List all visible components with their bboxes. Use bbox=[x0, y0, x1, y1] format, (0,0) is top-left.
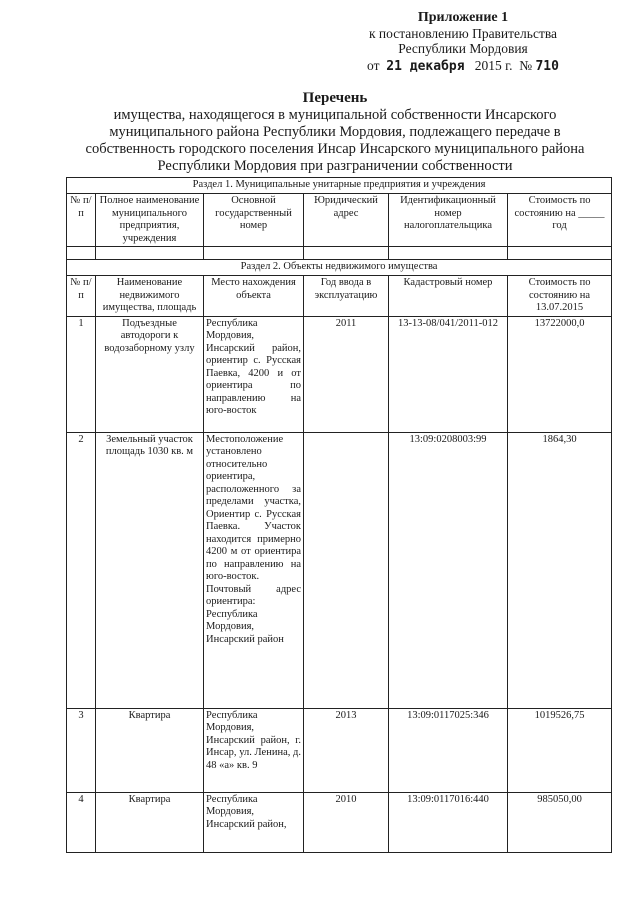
s2-col-number: № п/п bbox=[67, 276, 96, 317]
row-year: 2013 bbox=[304, 708, 389, 792]
heading-line2: муниципального района Республики Мордовия, подлежащего передаче в bbox=[109, 124, 561, 140]
section2-title: Раздел 2. Объекты недвижимого имущества bbox=[67, 260, 612, 276]
heading-line1: имущества, находящегося в муниципальной собственности Инсарского bbox=[113, 107, 557, 123]
row-cost: 1019526,75 bbox=[508, 708, 612, 792]
row-number: 4 bbox=[67, 792, 96, 852]
heading-line4: Республики Мордовия при разграничении собственности bbox=[157, 158, 513, 174]
appendix-line1: к постановлению Правительства bbox=[368, 25, 558, 41]
appendix-header bbox=[343, 10, 583, 74]
s1-col-cost: Стоимость по состоянию на _____ год bbox=[508, 194, 612, 247]
row-number: 1 bbox=[67, 316, 96, 432]
s1-col-name: Полное наименование муниципального предприятия, учреждения bbox=[96, 194, 204, 247]
s1-col-address: Юридический адрес bbox=[304, 194, 389, 247]
table-row bbox=[67, 316, 612, 432]
section1-title: Раздел 1. Муниципальные унитарные предприятия и учреждения bbox=[67, 178, 612, 194]
row-year bbox=[304, 432, 389, 708]
appendix-title: Приложение 1 bbox=[417, 10, 509, 25]
row-cost: 13722000,0 bbox=[508, 316, 612, 432]
date-year: 2015 г. bbox=[474, 57, 513, 73]
table-row bbox=[67, 708, 612, 792]
section2-title-row bbox=[67, 260, 612, 276]
document-title: Перечень bbox=[302, 90, 368, 106]
row-cost: 1864,30 bbox=[508, 432, 612, 708]
row-name: Квартира bbox=[96, 708, 204, 792]
date-value: 21 декабря bbox=[386, 58, 465, 74]
s1-col-number: № п/п bbox=[67, 194, 96, 247]
s2-col-cadastral: Кадастровый номер bbox=[389, 276, 508, 317]
s2-col-year: Год ввода в эксплуатацию bbox=[304, 276, 389, 317]
row-name: Земельный участок площадь 1030 кв. м bbox=[96, 432, 204, 708]
row-cadastral: 13:09:0117016:440 bbox=[389, 792, 508, 852]
row-number: 2 bbox=[67, 432, 96, 708]
property-table bbox=[66, 177, 612, 853]
row-name: Квартира bbox=[96, 792, 204, 852]
row-number: 3 bbox=[67, 708, 96, 792]
table-row bbox=[67, 432, 612, 708]
row-location: Республика Мордовия, Инсарский район, г. Инсар, ул. Ленина, д. 48 «а» кв. 9 bbox=[204, 708, 304, 792]
s2-col-location: Место нахождения объекта bbox=[204, 276, 304, 317]
s2-col-cost: Стоимость по состоянию на 13.07.2015 bbox=[508, 276, 612, 317]
document-heading bbox=[60, 90, 610, 175]
row-location: Республика Мордовия, Инсарский район, ориентир с. Русская Паевка, 4200 и от ориентира по направлению на юго-восток bbox=[204, 316, 304, 432]
row-year: 2011 bbox=[304, 316, 389, 432]
s1-col-inn: Идентификационный номер налогоплательщика bbox=[389, 194, 508, 247]
row-location: Местоположение установлено относительно ориентира, расположенного за пределами участка, Ориентир с. Русская Паевка. Участок находится примерно 4200 м от ориентира по направлению на юго-восток. Почтовый адрес ориентира: Республика Мордовия, Инсарский район bbox=[204, 432, 304, 708]
section1-title-row bbox=[67, 178, 612, 194]
s2-col-name: Наименование недвижимого имущества, площадь bbox=[96, 276, 204, 317]
number-value: 710 bbox=[535, 58, 559, 74]
row-cadastral: 13:09:0208003:99 bbox=[389, 432, 508, 708]
date-prefix: от bbox=[367, 57, 380, 73]
row-year: 2010 bbox=[304, 792, 389, 852]
s1-col-ogrn: Основной государственный номер bbox=[204, 194, 304, 247]
row-name: Подъездные автодороги к водозаборному узлу bbox=[96, 316, 204, 432]
number-sign: № bbox=[519, 57, 533, 73]
row-cadastral: 13-13-08/041/2011-012 bbox=[389, 316, 508, 432]
appendix-line2: Республики Мордовия bbox=[398, 41, 528, 56]
section1-empty-row bbox=[67, 247, 612, 260]
section2-header-row bbox=[67, 276, 612, 317]
heading-line3: собственность городского поселения Инсар Инсарского муниципального района bbox=[85, 141, 585, 157]
row-location: Республика Мордовия, Инсарский район, bbox=[204, 792, 304, 852]
table-row bbox=[67, 792, 612, 852]
section1-header-row bbox=[67, 194, 612, 247]
row-cadastral: 13:09:0117025:346 bbox=[389, 708, 508, 792]
row-cost: 985050,00 bbox=[508, 792, 612, 852]
appendix-dateline bbox=[343, 58, 583, 75]
